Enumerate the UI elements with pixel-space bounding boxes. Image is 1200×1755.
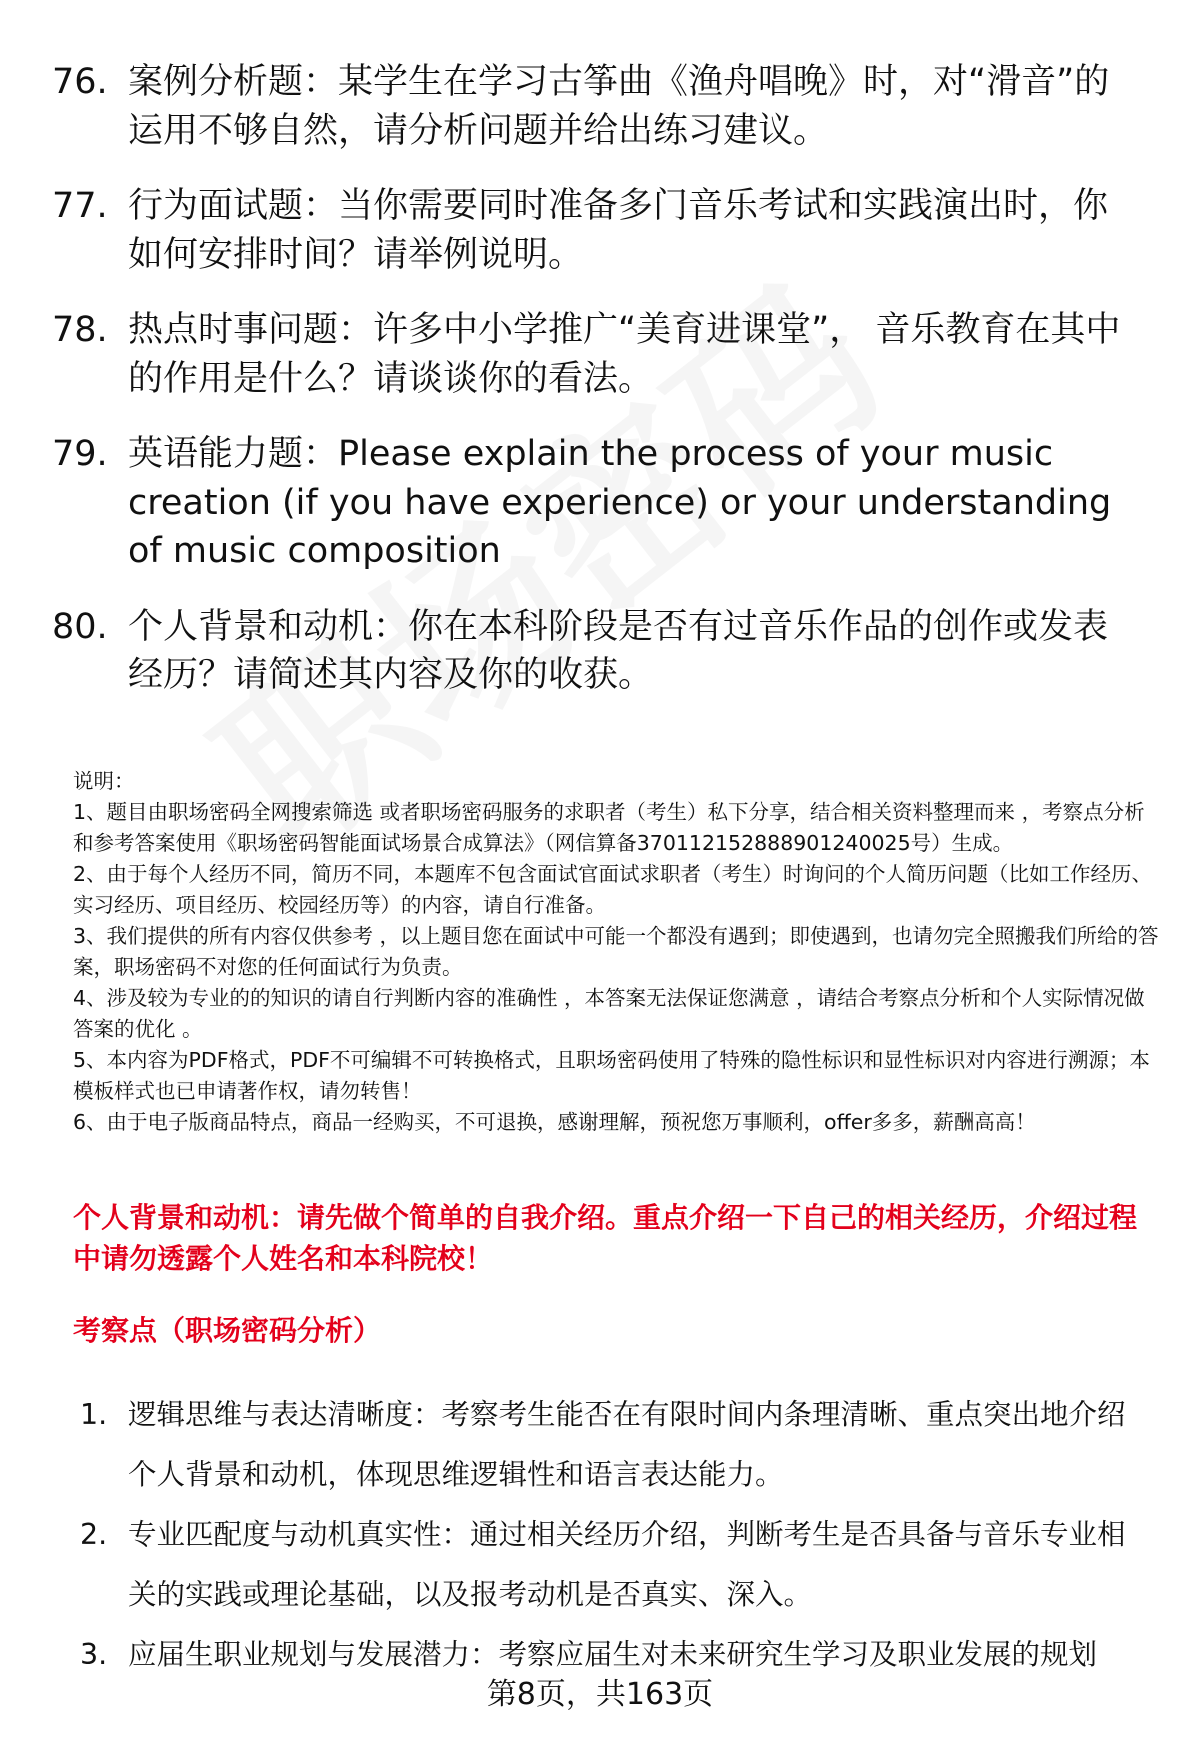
question-number: 77.: [52, 186, 108, 226]
question-item: [52, 182, 1152, 279]
point-text: 专业匹配度与动机真实性：通过相关经历介绍，判断考生是否具备与音乐专业相关的实践或理论基础，以及报考动机是否真实、深入。: [128, 1518, 1126, 1611]
note-item: 3、我们提供的所有内容仅供参考 ，以上题目您在面试中可能一个都没有遇到；即使遇到，也请勿完全照搬我们所给的答案，职场密码不对您的任何面试行为负责。: [73, 924, 1159, 979]
question-item: [52, 58, 1152, 155]
question-number: 80.: [52, 606, 108, 647]
notes-title: 说明：: [73, 769, 135, 793]
question-text: 案例分析题：某学生在学习古筝曲《渔舟唱晚》时，对“滑音”的运用不够自然，请分析问题并给出练习建议。: [128, 62, 1110, 151]
point-number: 1.: [80, 1398, 108, 1431]
notes-section: [73, 766, 1163, 1138]
note-item: 1、题目由职场密码全网搜索筛选 或者职场密码服务的求职者（考生）私下分享，结合相关资料整理而来 ，考察点分析和参考答案使用《职场密码智能面试场景合成算法》（网信算备370112152888901240025号）生成。: [73, 800, 1145, 855]
point-text: 逻辑思维与表达清晰度：考察考生能否在有限时间内条理清晰、重点突出地介绍个人背景和动机，体现思维逻辑性和语言表达能力。: [128, 1398, 1126, 1491]
question-item: [52, 430, 1152, 576]
question-item: [52, 603, 1152, 700]
question-text: 行为面试题：当你需要同时准备多门音乐考试和实践演出时，你如何安排时间？请举例说明。: [128, 186, 1109, 275]
analysis-heading: 考察点（职场密码分析）: [73, 1314, 382, 1347]
question-number: 79.: [52, 434, 108, 474]
question-number: 78.: [52, 310, 108, 350]
question-heading: 个人背景和动机：请先做个简单的自我介绍。重点介绍一下自己的相关经历，介绍过程中请勿透露个人姓名和本科院校！: [73, 1201, 1138, 1275]
analysis-point: [80, 1385, 1150, 1505]
note-item: 4、涉及较为专业的的知识的请自行判断内容的准确性 ，本答案无法保证您满意 ，请结合考察点分析和个人实际情况做答案的优化 。: [73, 986, 1145, 1041]
point-number: 3.: [80, 1638, 108, 1671]
note-item: 5、本内容为PDF格式，PDF不可编辑不可转换格式，且职场密码使用了特殊的隐性标识和显性标识对内容进行溯源；本模板样式也已申请著作权，请勿转售！: [73, 1048, 1150, 1103]
page-number: 第8页，共163页: [486, 1677, 714, 1712]
question-number: 76.: [52, 62, 108, 102]
note-item: 2、由于每个人经历不同，简历不同，本题库不包含面试官面试求职者（考生）时询问的个人简历问题（比如工作经历、实习经历、项目经历、校园经历等）的内容，请自行准备。: [73, 862, 1153, 917]
question-text: 英语能力题：Please explain the process of your music creation (if you have experience) or your understanding of music composition: [128, 434, 1112, 571]
point-text: 应届生职业规划与发展潜力：考察应届生对未来研究生学习及职业发展的规划: [128, 1638, 1098, 1671]
analysis-points: [80, 1385, 1150, 1685]
note-item: 6、由于电子版商品特点，商品一经购买，不可退换，感谢理解，预祝您万事顺利，offer多多，薪酬高高！: [73, 1110, 1036, 1134]
question-text: 个人背景和动机：你在本科阶段是否有过音乐作品的创作或发表经历？请简述其内容及你的收获。: [128, 606, 1109, 695]
question-list: [52, 58, 1152, 727]
point-number: 2.: [80, 1518, 108, 1551]
question-item: [52, 306, 1152, 403]
question-text: 热点时事问题：许多中小学推广“美育进课堂”， 音乐教育在其中的作用是什么？请谈谈你的看法。: [128, 310, 1121, 399]
analysis-point: [80, 1505, 1150, 1625]
